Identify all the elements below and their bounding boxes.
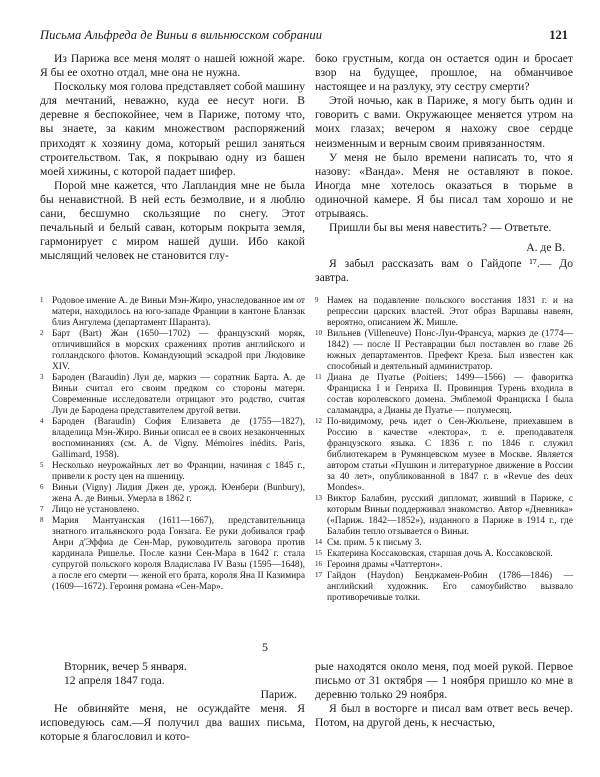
date-line: 12 апреля 1847 года. [64, 674, 165, 688]
signature: А. де В. [526, 241, 565, 255]
footnote [40, 417, 305, 461]
footnote-text: Намек на подавление польского восстания 1831 г. и на репрессии царских властей. Этот образ Варшавы навеян, вероятно, описанием Ж. Мишле. [327, 296, 573, 328]
footnote [40, 505, 305, 516]
paragraph: Пришли бы вы меня навестить? — Ответьте. [329, 221, 552, 235]
footnote-number: 3 [40, 373, 44, 381]
footnote [315, 329, 573, 373]
letter-5-left-column [40, 660, 305, 745]
footnote-number: 1 [40, 296, 44, 304]
footnote-text: Героиня драмы «Чаттертон». [327, 560, 443, 570]
letter-5-right-column [315, 660, 573, 730]
paragraph: боко грустным, когда он остается один и бросает взор на будущее, прошлое, на обманчивое настоящее и на разлуку, эту сестру смерти? [315, 52, 573, 94]
footnote [315, 296, 573, 329]
footnote-text: См. прим. 5 к письму 3. [327, 538, 422, 548]
footnote [315, 373, 573, 417]
postscript: Я забыл рассказать вам о Гайдопе ¹⁷.— До завтра. [315, 257, 573, 285]
footnote-text: Лицо не установлено. [52, 505, 140, 515]
footnote-text: Несколько неурожайных лет во Франции, начиная с 1845 г., привели к росту цен на пшеницу. [52, 461, 305, 482]
footnote [40, 373, 305, 417]
footnote-text: Родовое имение А. де Виньи Мэн-Жиро, унаследованное им от матери, находилось на юго-западе Франции в кантоне Бланзак близ Ангулема (департамент Шаранта). [52, 296, 305, 328]
footnote [40, 461, 305, 483]
paragraph: Из Парижа все меня молят о нашей южной жаре. Я бы ее охотно отдал, мне она не нужна. [40, 52, 305, 80]
footnote-text: Екатерина Коссаковская, старшая дочь А. Коссаковской. [327, 549, 553, 559]
footnotes-left-column [40, 296, 305, 593]
page-header [40, 28, 568, 44]
footnote-number: 11 [315, 373, 322, 381]
footnote-text: Виктор Балабин, русский дипломат, живший в Париже, с которым Виньи поддерживал знакомство. Автор «Дневника» («Париж. 1842—1852»), изданного в Париже в 1914 г., где Балабин тепло отзывается о Виньи. [327, 494, 573, 537]
letter-text-left-column [40, 52, 305, 263]
date-line: Вторник, вечер 5 января. [64, 660, 187, 673]
footnote [315, 560, 573, 571]
footnote-text: Барт (Bart) Жан (1650—1702) — французский моряк, отличившийся в морских сражениях против английского и голландского флотов. Командующий эскадрой при Людовике XIV. [52, 329, 305, 372]
footnote-text: Бароден (Baraudin) София Елизавета де (1755—1827), владелица Мэн-Жиро. Виньи описал ее в своих незаконченных воспоминаниях (см. A. de Vigny. Mémoires inédits. Paris, Gallimard, 1958). [52, 417, 305, 460]
footnote-number: 14 [315, 538, 322, 546]
footnote-number: 6 [40, 483, 44, 491]
footnote-number: 9 [315, 296, 319, 304]
paragraph: Порой мне кажется, что Лапландия мне не была бы ненавистной. В ней есть безмолвие, и я люблю сани, бесшумно скользящие по снегу. Этот печальный и белый саван, которым покрыта земля, гармонирует с миром нашей души. Ибо какой мыслящий человек не становится глу- [40, 178, 305, 263]
footnote-text: Гайдон (Haydon) Бенджамен-Робин (1786—1846) — английский художник. Его самоубийство вызвало противоречивые толки. [327, 571, 573, 603]
footnote-number: 17 [315, 571, 322, 579]
footnote-number: 16 [315, 560, 322, 568]
paragraph: Этой ночью, как в Париже, я могу быть один и говорить с вами. Окружающее меняется утром на моих глазах; вечером я нахожу свое сердце неизменным и верным своим привязанностям. [315, 94, 573, 150]
footnote-number: 5 [40, 461, 44, 469]
footnote-text: Диана де Пуатье (Poitiers; 1499—1566) — фаворитка Франциска I и Генриха II. Провинция Турень входила в состав королевского домена. Эмблемой Франциска I была саламандра, а Дианы де Пуатье — полумесяц. [327, 373, 573, 416]
footnote-number: 8 [40, 516, 44, 524]
footnote-text: По-видимому, речь идет о Сен-Жюльене, приехавшем в Россию в качестве «лектора», т. е. преподавателя французского языка. С 1836 г. по 1846 г. служил библиотекарем в Румянцевском музее в Москве. Является автором статьи «Пушкин и литературное движение в России за 40 лет», опубликованной в 1847 г. в «Revue des deux Mondes». [327, 417, 573, 493]
paragraph: Поскольку моя голова представляет собой машину для мечтаний, неважно, куда ее несут ноги. В деревне я беспокойнее, чем в Париже, потому что, вы знаете, за каким множеством распоряжений приходят к хозяину дома, который решил заняться строительством. Так, я покрываю одну из башен моей хижины, с которой падает шифер. [40, 80, 305, 178]
paragraph: У меня не было времени написать то, что я назову: «Ванда». Меня не оставляют в покое. Иногда мне хотелось оказаться в тюрьме в одиночной камере. Я бы писал там хорошо и не отрываясь. [315, 150, 573, 221]
page-number: 121 [549, 28, 568, 42]
footnote-number: 4 [40, 417, 44, 425]
footnote-number: 13 [315, 494, 322, 502]
footnote [40, 483, 305, 505]
footnote-text: Мария Мантуанская (1611—1667), представительница знатного итальянского рода Гонзага. Ее руки добивался граф Анри д'Эффиа де Сен-Мар, руководитель заговора против кардинала Ришелье. После казни Сен-Мара в 1642 г. стала супругой польского короля Владислава IV Вазы (1595—1648), а после его смерти — женой его брата, короля Яна II Казимира (1609—1672). Героиня романа «Сен-Мар». [52, 516, 305, 592]
footnote-number: 7 [40, 505, 44, 513]
footnote [315, 549, 573, 560]
footnote-number: 12 [315, 417, 322, 425]
footnote [315, 494, 573, 538]
footnote [40, 516, 305, 593]
footnote [315, 538, 573, 549]
footnote-number: 2 [40, 329, 44, 337]
footnote-text: Виньи (Vigny) Лидия Джен де, урожд. Юенбери (Bunbury), жена А. де Виньи. Умерла в 1862 г. [52, 483, 305, 504]
footnote-number: 10 [315, 329, 322, 337]
footnote-text: Вильнев (Villeneuve) Понс-Луи-Франсуа, маркиз де (1774—1842) — после II Реставрации был поставлен во главе 26 южных департаментов. Префект Креза. Был известен как способный и деятельный администратор. [327, 329, 573, 372]
footnote-number: 15 [315, 549, 322, 557]
footnote [40, 329, 305, 373]
running-title: Письма Альфреда де Виньи в вильнюсском собрании [40, 28, 323, 42]
letter-text-right-column [315, 52, 573, 286]
place-line: Париж. [260, 688, 297, 702]
paragraph: рые находятся около меня, под моей рукой. Первое письмо от 31 октября — 1 ноября пришло ко мне в деревню только 29 ноября. [315, 660, 573, 702]
footnote-text: Бароден (Baraudin) Луи де, маркиз — соратник Барта. А. де Виньи считал его своим предком со стороны матери. Современные исследователи отрицают это родство, считая Луи де Бародена представителем другой ветви. [52, 373, 305, 416]
footnote [40, 296, 305, 329]
paragraph: Я был в восторге и писал вам ответ весь вечер. Потом, на другой день, к несчастью, [315, 702, 573, 730]
letter-section-number: 5 [262, 640, 268, 654]
footnote [315, 571, 573, 604]
paragraph: Не обвиняйте меня, не осуждайте меня. Я исповедуюсь сам.—Я получил два ваших письма, которые я благословил и кото- [40, 702, 305, 744]
footnotes-right-column [315, 296, 573, 604]
footnote [315, 417, 573, 494]
